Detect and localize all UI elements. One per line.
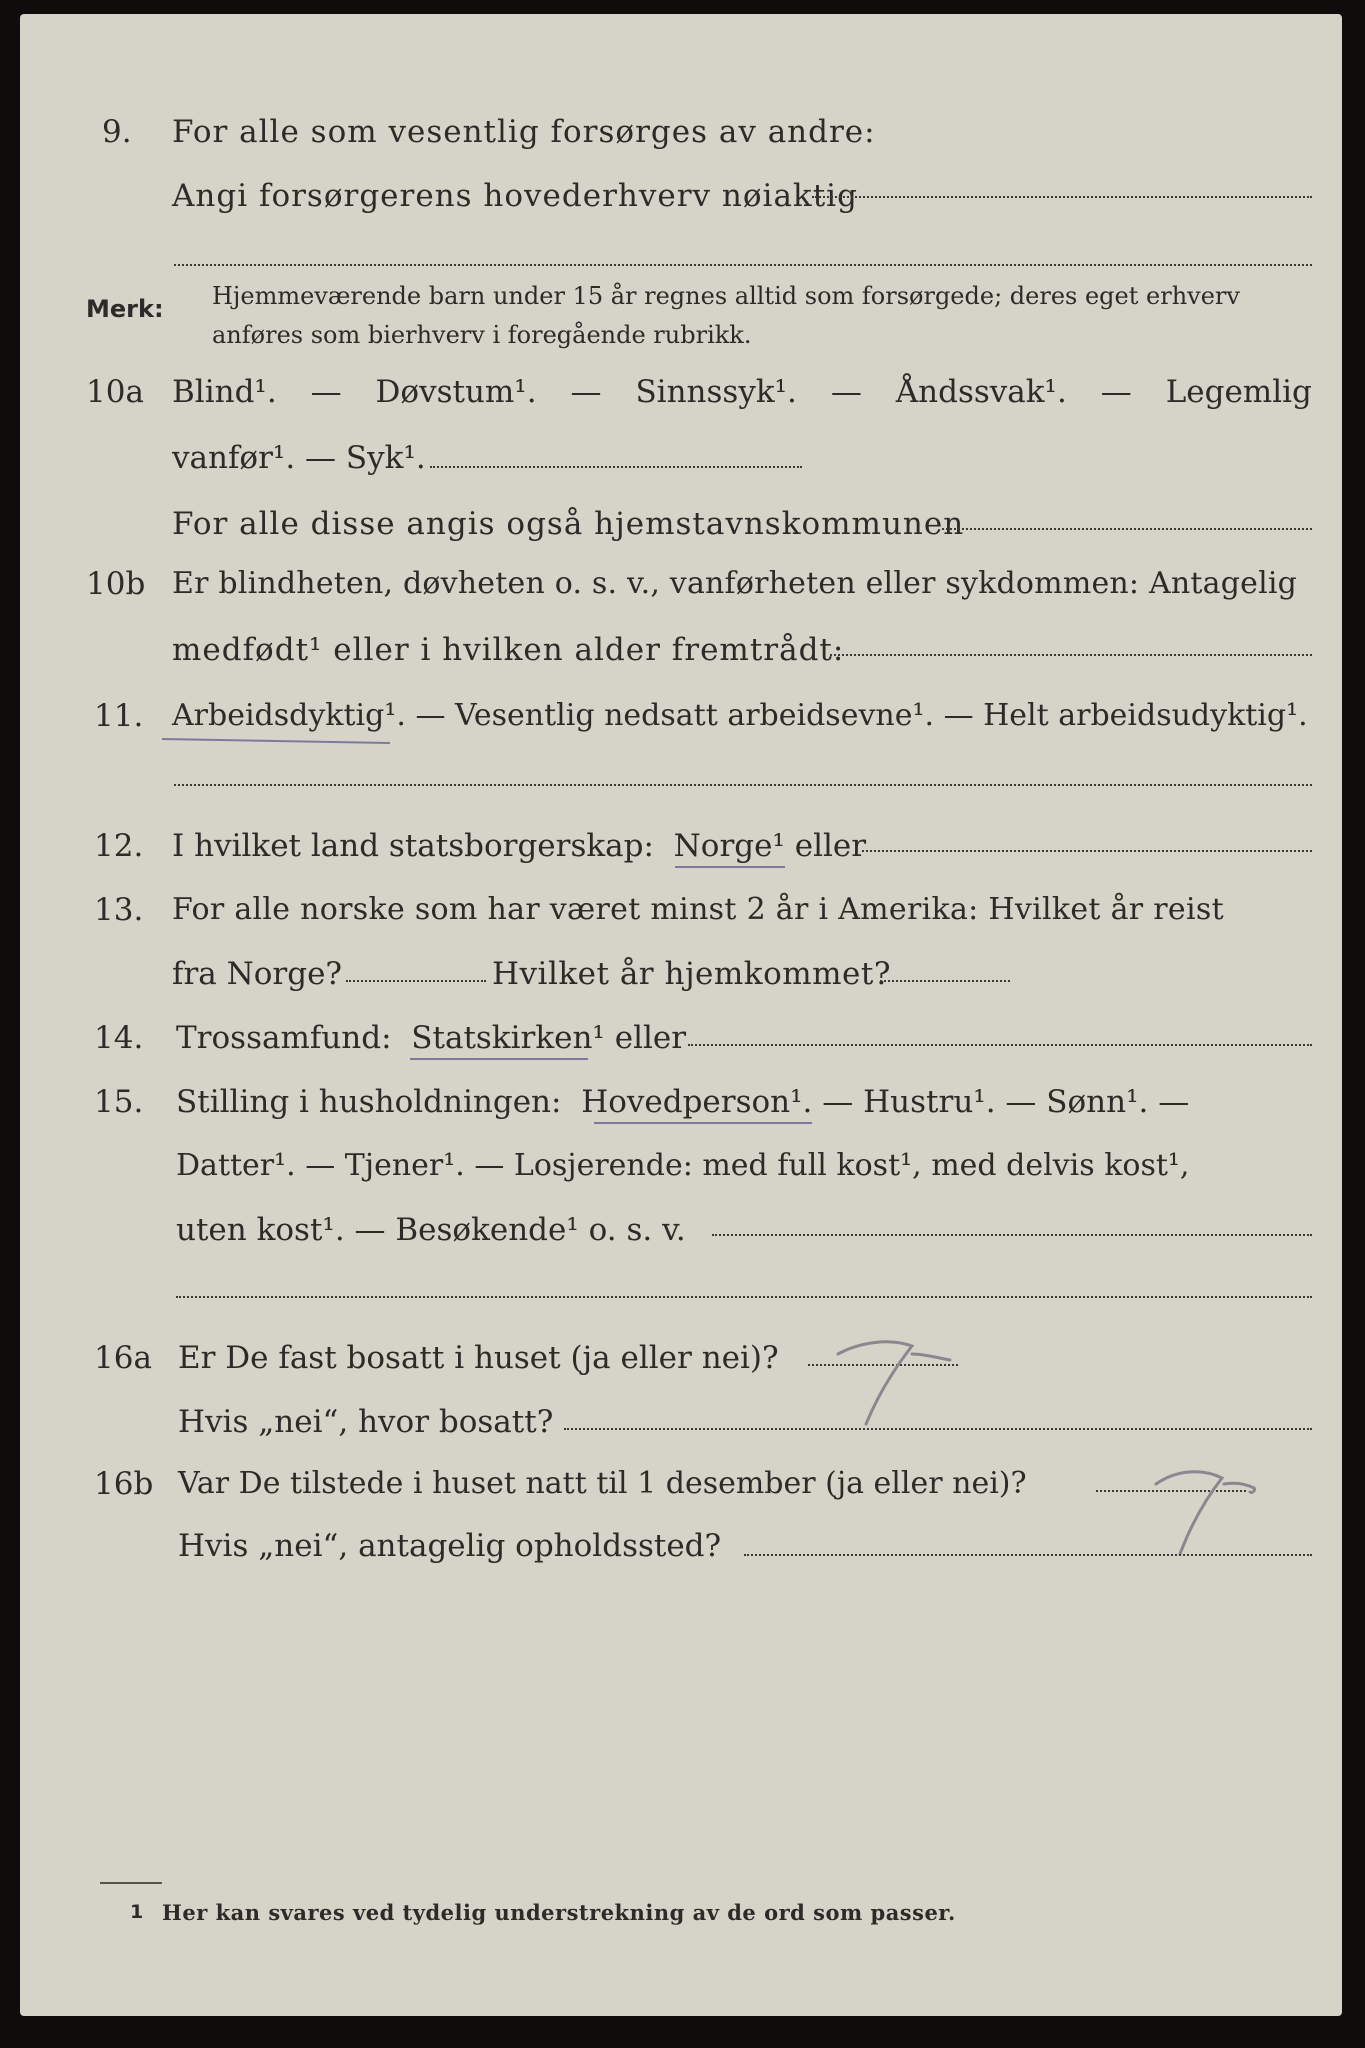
opt-andssvak[interactable]: Åndssvak¹. xyxy=(895,374,1067,410)
q10b-line-1: Er blindheten, døvheten o. s. v., vanførheten eller sykdommen: Antagelig xyxy=(172,566,1298,601)
q11-field[interactable] xyxy=(174,784,1312,786)
q16b-line-2: Hvis „nei“, antagelig opholdssted? xyxy=(178,1528,722,1564)
q9-occupation-field[interactable] xyxy=(812,196,1312,198)
q15-number: 15. xyxy=(94,1084,144,1120)
opt-statskirken[interactable]: Statskirken¹ xyxy=(411,1020,605,1056)
q11-text xyxy=(172,698,1308,734)
q16a-residence-field[interactable] xyxy=(564,1428,1312,1430)
q15-rest: — Hustru¹. — Sønn¹. — xyxy=(822,1084,1190,1120)
q9-occupation-label: Angi forsørgerens hovederhverv nøiaktig xyxy=(172,178,858,214)
q15-field-2[interactable] xyxy=(176,1296,1312,1298)
dash: — xyxy=(310,374,342,410)
footnote-marker: 1 xyxy=(130,1901,144,1923)
q12-text xyxy=(172,828,866,864)
q14-prefix: Trossamfund: xyxy=(176,1020,392,1056)
q13-number: 13. xyxy=(94,892,144,928)
q11-rest: — Vesentlig nedsatt arbeidsevne¹. — Helt arbeidsudyktig¹. xyxy=(415,698,1308,733)
opt-hovedperson[interactable]: Hovedperson¹. xyxy=(581,1084,813,1120)
q11-number: 11. xyxy=(94,698,144,734)
q13-line-2a: fra Norge? xyxy=(172,956,343,992)
q15-line-3: uten kost¹. — Besøkende¹ o. s. v. xyxy=(176,1212,686,1248)
handwritten-answer-16b xyxy=(1140,1454,1270,1564)
q16b-location-field[interactable] xyxy=(744,1554,1312,1556)
q10a-number: 10a xyxy=(86,374,144,410)
q16b-number: 16b xyxy=(94,1466,154,1502)
q9-occupation-field-2[interactable] xyxy=(174,264,1312,266)
q12-prefix: I hvilket land statsborgerskap: xyxy=(172,828,654,864)
q13-return-year-field[interactable] xyxy=(880,980,1010,982)
q15-prefix: Stilling i husholdningen: xyxy=(176,1084,562,1120)
dash: — xyxy=(570,374,602,410)
q11-underline-mark xyxy=(162,738,390,744)
q12-country-field[interactable] xyxy=(862,850,1312,852)
merk-line-1: Hjemmeværende barn under 15 år regnes alltid som forsørgede; deres eget erhverv xyxy=(212,282,1240,310)
q10a-hometown-label: For alle disse angis også hjemstavnskommunen xyxy=(172,506,965,542)
q16a-line-1: Er De fast bosatt i huset (ja eller nei)? xyxy=(178,1340,779,1376)
q12-number: 12. xyxy=(94,828,144,864)
q14-text xyxy=(176,1020,686,1056)
opt-blind[interactable]: Blind¹. xyxy=(172,374,277,410)
q16a-number: 16a xyxy=(94,1340,152,1376)
q10b-age-field[interactable] xyxy=(830,654,1312,656)
q9-number: 9. xyxy=(102,114,132,150)
q12-underline-mark xyxy=(675,866,785,868)
q16a-line-2: Hvis „nei“, hvor bosatt? xyxy=(178,1404,554,1440)
q15-line-2: Datter¹. — Tjener¹. — Losjerende: med full kost¹, med delvis kost¹, xyxy=(176,1148,1190,1183)
census-form-page xyxy=(20,14,1342,2016)
q14-denomination-field[interactable] xyxy=(688,1044,1312,1046)
opt-norge[interactable]: Norge¹ xyxy=(673,828,785,864)
q15-underline-mark xyxy=(594,1122,812,1124)
q13-line-1: For alle norske som har været minst 2 år i Amerika: Hvilket år reist xyxy=(172,892,1224,927)
q14-suffix: eller xyxy=(614,1020,687,1056)
q10b-number: 10b xyxy=(86,566,146,602)
opt-dovstum[interactable]: Døvstum¹. xyxy=(375,374,537,410)
q10a-line-2: vanfør¹. — Syk¹. xyxy=(172,440,426,476)
q13-departure-year-field[interactable] xyxy=(346,980,486,982)
footnote-rule xyxy=(100,1882,162,1884)
dash: — xyxy=(830,374,862,410)
merk-line-2: anføres som bierhverv i foregående rubrikk. xyxy=(212,321,752,349)
q13-line-2b: Hvilket år hjemkommet? xyxy=(492,956,891,992)
merk-label: Merk: xyxy=(86,295,164,323)
opt-sinnssyk[interactable]: Sinnssyk¹. xyxy=(635,374,797,410)
q10b-line-2: medfødt¹ eller i hvilken alder fremtrådt: xyxy=(172,632,845,668)
q12-suffix: eller xyxy=(794,828,867,864)
opt-arbeidsdyktig[interactable]: Arbeidsdyktig¹. xyxy=(172,698,406,733)
q14-underline-mark xyxy=(410,1058,588,1060)
q9-text: For alle som vesentlig forsørges av andre: xyxy=(172,114,876,150)
q15-field[interactable] xyxy=(712,1234,1312,1236)
q10a-options xyxy=(172,374,1312,410)
q10a-syk-field[interactable] xyxy=(430,466,802,468)
handwritten-answer-16a xyxy=(820,1324,960,1434)
q16b-line-1: Var De tilstede i huset natt til 1 desember (ja eller nei)? xyxy=(178,1466,1027,1501)
footnote-text: Her kan svares ved tydelig understrekning av de ord som passer. xyxy=(162,1900,956,1925)
q10a-hometown-field[interactable] xyxy=(942,528,1312,530)
dash: — xyxy=(1100,374,1132,410)
q15-line-1 xyxy=(176,1084,1189,1120)
q14-number: 14. xyxy=(94,1020,144,1056)
opt-legemlig[interactable]: Legemlig xyxy=(1165,374,1312,410)
